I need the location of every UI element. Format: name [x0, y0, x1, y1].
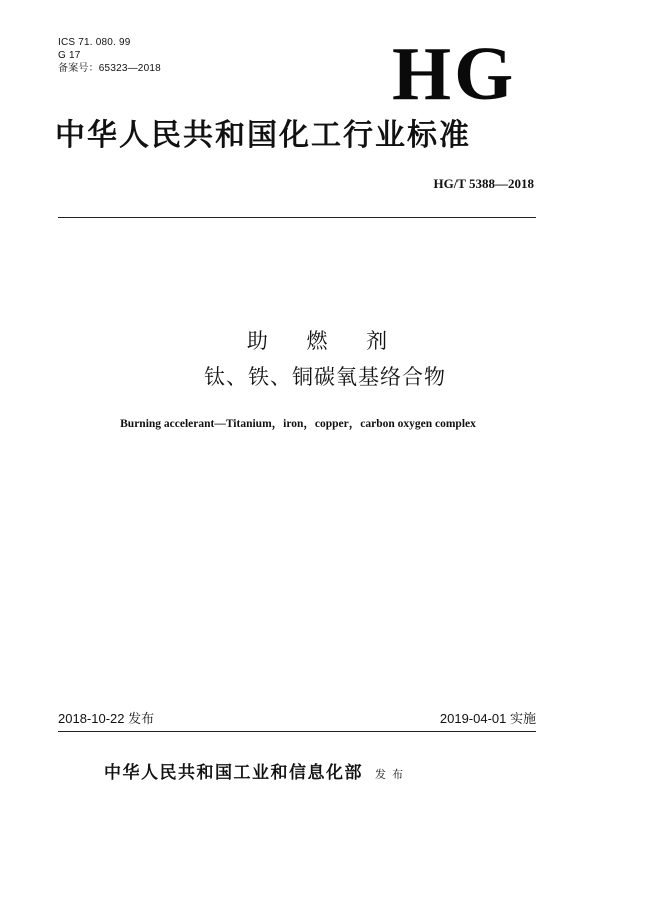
issue-date: 2018-10-22 发布: [58, 711, 155, 726]
ics-code: ICS 71. 080. 99: [58, 37, 131, 48]
ccs-code: G 17: [58, 50, 81, 61]
implementation-date: 2019-04-01 实施: [439, 711, 536, 726]
issuer-name: 中华人民共和国工业和信息化部: [104, 763, 363, 783]
filing-number: 备案号：65323—2018: [58, 63, 161, 74]
hg-logo: HG: [392, 32, 517, 116]
standard-category: 中华人民共和国化工行业标准: [55, 118, 471, 153]
bottom-divider: [58, 731, 536, 732]
title-sub-cn: 钛、铁、铜碳氧基络合物: [204, 365, 446, 389]
title-main-cn: 助 燃 剂: [246, 329, 404, 353]
top-divider: [58, 217, 536, 218]
standard-number: HG/T 5388—2018: [433, 176, 534, 191]
title-en: Burning accelerant—Titanium，iron，copper，carbon oxygen complex: [120, 418, 476, 430]
issuer-action: 发布: [375, 768, 409, 781]
issuer-block: [104, 762, 409, 784]
